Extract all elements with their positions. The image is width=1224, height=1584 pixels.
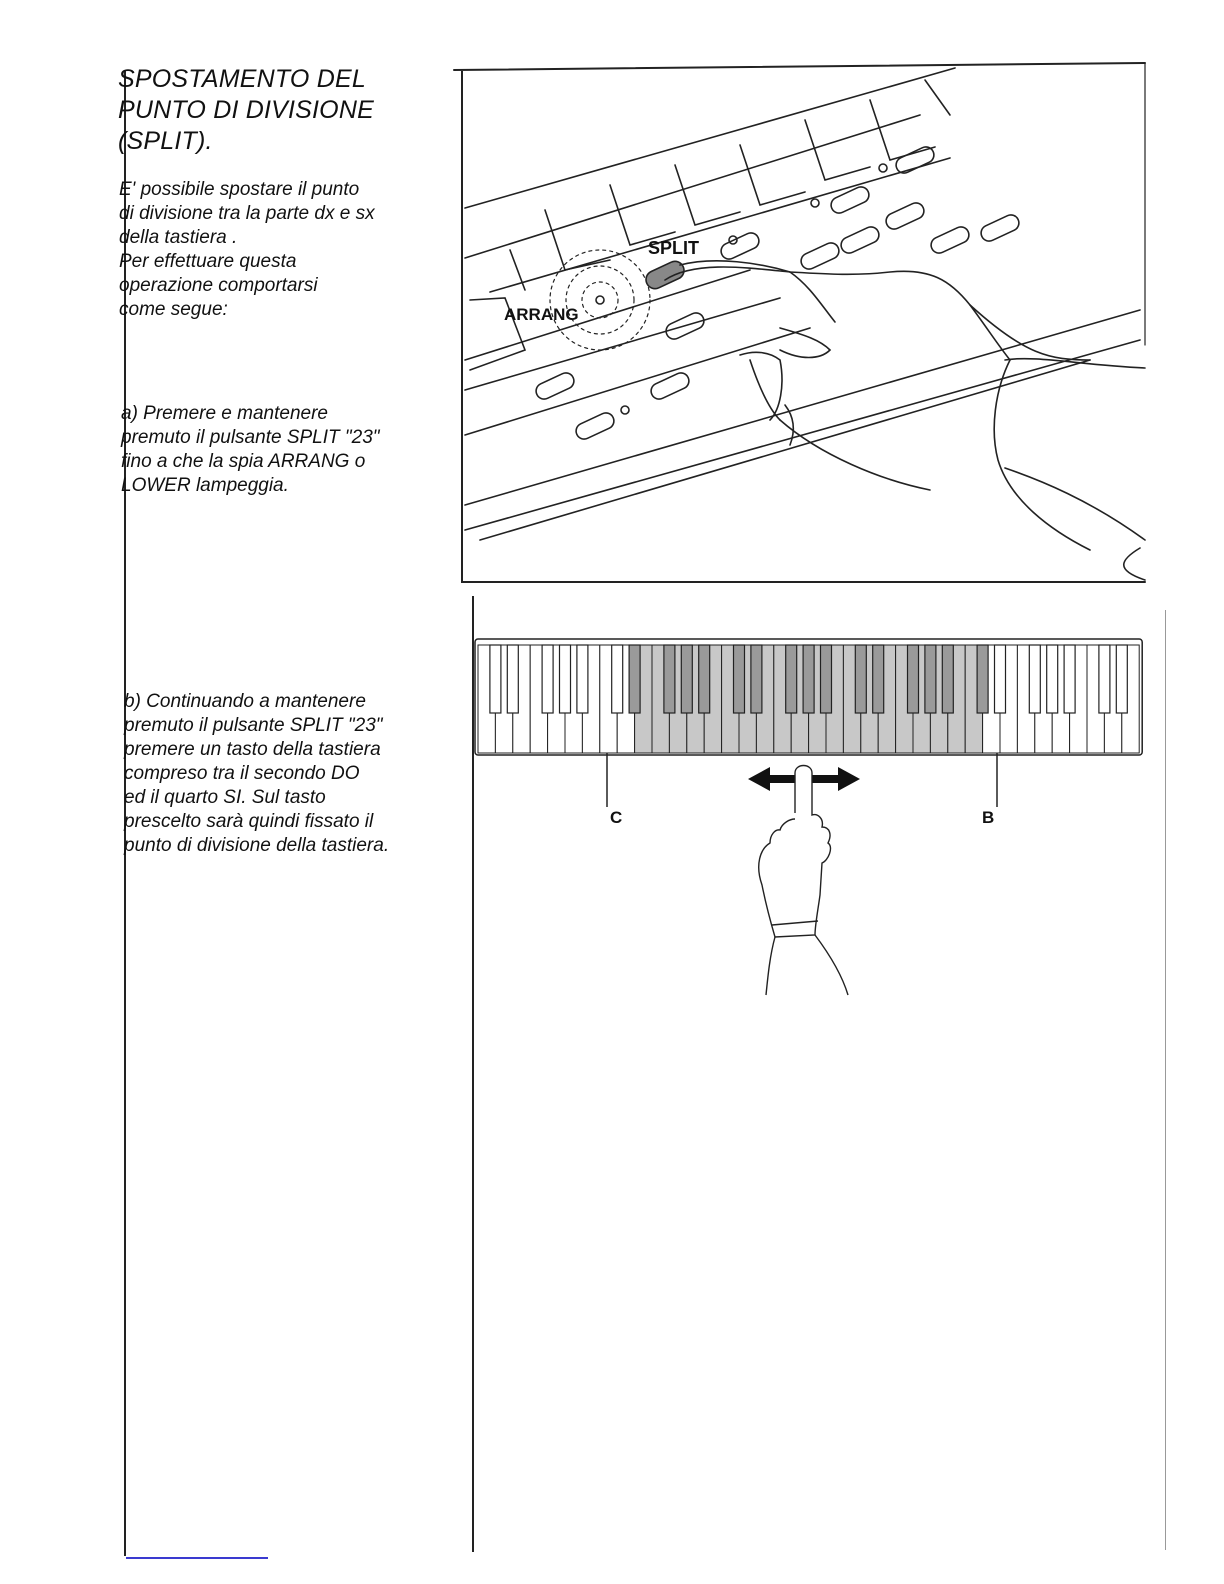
- right-marker-label: B: [982, 808, 995, 827]
- black-key: [786, 645, 797, 713]
- black-key: [1099, 645, 1110, 713]
- black-key: [542, 645, 553, 713]
- text-line: di divisione tra la parte dx e sx: [119, 203, 375, 224]
- black-key: [925, 645, 936, 713]
- keyboard: [475, 639, 1142, 755]
- black-key: [629, 645, 640, 713]
- step-b-paragraph: [124, 690, 454, 858]
- section-title: [118, 64, 438, 157]
- text-line: ed il quarto SI. Sul tasto: [124, 787, 326, 808]
- text-line: come segue:: [119, 299, 228, 320]
- text-line: premuto il pulsante SPLIT "23": [124, 715, 383, 736]
- black-key: [507, 645, 518, 713]
- text-line: operazione comportarsi: [119, 275, 318, 296]
- split-label: SPLIT: [648, 238, 700, 258]
- black-key: [1029, 645, 1040, 713]
- text-line: premere un tasto della tastiera: [124, 739, 381, 760]
- intro-paragraph: [119, 178, 449, 322]
- black-key: [995, 645, 1006, 713]
- text-line: punto di divisione della tastiera.: [124, 835, 390, 856]
- black-key: [1064, 645, 1075, 713]
- footer-rule: [126, 1557, 268, 1559]
- black-key: [873, 645, 884, 713]
- step-a-paragraph: [121, 402, 451, 498]
- page-edge-rule: [1165, 610, 1166, 1550]
- black-key: [1047, 645, 1058, 713]
- text-line: prescelto sarà quindi fissato il: [124, 811, 374, 832]
- black-key: [1116, 645, 1127, 713]
- left-marker-label: C: [610, 808, 623, 827]
- pointing-hand-icon: [759, 766, 848, 996]
- black-key: [681, 645, 692, 713]
- black-key: [734, 645, 745, 713]
- text-line: premuto il pulsante SPLIT "23": [121, 427, 380, 448]
- black-key: [560, 645, 571, 713]
- title-line: PUNTO DI DIVISIONE: [118, 96, 374, 124]
- keyboard-split-range-illustration: [470, 635, 1150, 1005]
- text-line: della tastiera .: [119, 227, 238, 248]
- black-key: [855, 645, 866, 713]
- text-line: Per effettuare questa: [119, 251, 297, 272]
- text-line: a) Premere e mantenere: [121, 403, 328, 424]
- title-line: SPOSTAMENTO DEL: [118, 65, 366, 93]
- black-key: [664, 645, 675, 713]
- arrang-label: ARRANG: [504, 305, 579, 324]
- title-line: (SPLIT).: [118, 127, 213, 155]
- black-key: [942, 645, 953, 713]
- black-key: [612, 645, 623, 713]
- black-key: [577, 645, 588, 713]
- text-line: E' possibile spostare il punto: [119, 179, 360, 200]
- text-line: fino a che la spia ARRANG o: [121, 451, 366, 472]
- text-line: compreso tra il secondo DO: [124, 763, 360, 784]
- black-key: [803, 645, 814, 713]
- split-button-illustration: [450, 60, 1155, 590]
- black-key: [908, 645, 919, 713]
- black-key: [751, 645, 762, 713]
- black-key: [821, 645, 832, 713]
- black-key: [977, 645, 988, 713]
- black-key: [699, 645, 710, 713]
- black-key: [490, 645, 501, 713]
- text-line: LOWER lampeggia.: [121, 475, 289, 496]
- text-line: b) Continuando a mantenere: [124, 691, 366, 712]
